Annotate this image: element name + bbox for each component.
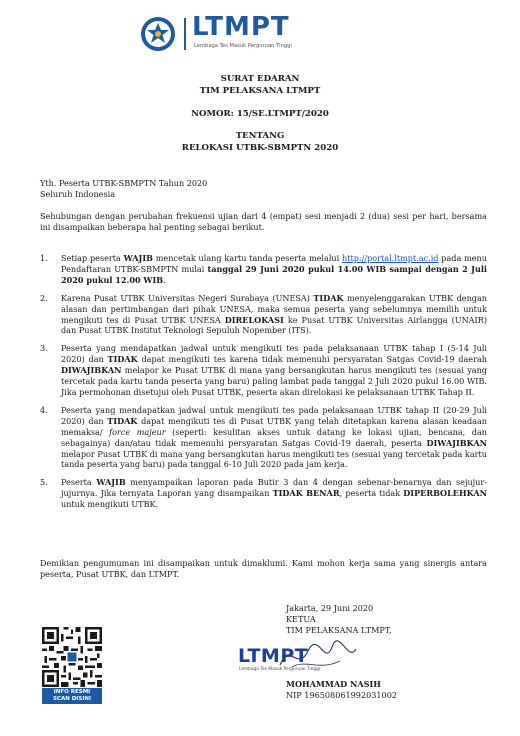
stamp-text: LTMPT bbox=[238, 645, 309, 667]
list-item: 4. Peserta yang mendapatkan jadwal untuk mengikuti tes pada pelaksanaan UTBK tahap II (20-29 Juli 2020) dan TIDAK dapat mengikuti tes di Pusat UTBK yang telah ditetapkan karena alasan keadaan memaksa/ force majeur (seperti: kesulitan akses untuk datang ke lokasi ujian, bencana, dan sebagainya) dan/atau tidak memenuhi persyaratan Satgas Covid-19 daerah, peserta DIWAJIBKAN melapor Pusat UTBK di mana yang bersangkutan harus mengikuti tes (sesuai yang tercetak pada kartu tanda peserta yang baru) pada tanggal 6-10 Juli 2020 pada jam kerja. bbox=[40, 404, 487, 470]
signer-org: TIM PELAKSANA LTMPT, bbox=[286, 625, 392, 635]
signer-name: MOHAMMAD NASIH bbox=[286, 679, 381, 689]
signer-role: KETUA bbox=[286, 614, 316, 624]
portal-link[interactable]: http://portal.ltmpt.ac.id bbox=[342, 253, 439, 263]
qr-label: INFO RESMI SCAN DISINI bbox=[42, 688, 102, 704]
ltmpt-logo bbox=[140, 14, 340, 60]
letter-issuer: TIM PELAKSANA LTMPT bbox=[199, 86, 321, 96]
letter-about: TENTANG bbox=[235, 131, 285, 141]
logo-divider bbox=[184, 18, 186, 50]
recipient-line: Yth. Peserta UTBK-SBMPTN Tahun 2020 bbox=[40, 178, 208, 188]
tut-wuri-handayani-emblem-icon bbox=[140, 16, 176, 52]
list-item: 3. Peserta yang mendapatkan jadwal untuk mengikuti tes pada pelaksanaan UTBK tahap I (5-14 Juli 2020) dan TIDAK dapat mengikuti tes karena tidak memenuhi persyaratan Satgas Covid-19 daerah DIWAJIBKAN melapor ke Pusat UTBK di mana yang bersangkutan harus mengikuti tes (sesuai yang tercetak pada kartu tanda peserta yang baru) paling lambat pada tanggal 2 Juli 2020 pukul 16.00 WIB. Jika permohonan disetujui oleh Pusat UTBK, peserta akan direlokasi ke pelaksanaan UTBK Tahap II. bbox=[40, 343, 488, 397]
stamp-subtitle: Lembaga Tes Masuk Perguruan Tinggi bbox=[239, 667, 321, 672]
logo-subtitle: Lembaga Tes Masuk Perguruan Tinggi bbox=[194, 43, 292, 49]
closing-paragraph: Demikian pengumuman ini disampaikan untuk dimaklumi. Kami mohon kerja sama yang sinergis antara peserta, Pusat UTBK, dan LTMPT. bbox=[40, 558, 487, 579]
list-item: 2. Karena Pusat UTBK Universitas Negeri Surabaya (UNESA) TIDAK menyelenggarakan UTBK dengan alasan dan pertimbangan dari pihak UNESA, maka semua peserta yang sebelumnya memilih untuk mengikuti tes di Pusat UTBK UNESA DIRELOKASI ke Pusat UTBK Universitas Airlangga (UNAIR) dan Pusat UTBK Institut Teknologi Sepuluh Nopember (ITS). bbox=[40, 292, 487, 336]
signer-nip: NIP 196508061992031002 bbox=[286, 690, 397, 700]
list-item: 1. Setiap peserta WAJIB mencetak ulang kartu tanda peserta melalui http://portal.ltmpt.ac.id pada menu Pendaftaran UTBK-SBMPTN mulai tanggal 29 Juni 2020 pukul 14.00 WIB sampai dengan 2 Juli 2020 pukul 12.00 WIB. bbox=[40, 253, 488, 285]
letter-number: NOMOR: 15/SE.LTMPT/2020 bbox=[191, 109, 329, 119]
letter-subject: RELOKASI UTBK-SBMPTN 2020 bbox=[181, 143, 339, 153]
place-date: Jakarta, 29 Juni 2020 bbox=[286, 603, 374, 613]
qr-code-icon[interactable] bbox=[42, 627, 102, 687]
recipient-region: Seluruh Indonesia bbox=[40, 189, 116, 199]
list-item: 5. Peserta WAJIB menyampaikan laporan pada Butir 3 dan 4 dengan sebenar-benarnya dan sejujur-jujurnya. Jika ternyata Laporan yang disampaikan TIDAK BENAR, peserta tidak DIPERBOLEHKAN untuk mengikuti UTBK. bbox=[40, 477, 488, 510]
intro-paragraph: Sehubungan dengan perubahan frekuensi ujian dari 4 (empat) sesi menjadi 2 (dua) sesi per hari, bersama ini disampaikan beberapa hal penting sebagai berikut. bbox=[40, 211, 487, 232]
points-list bbox=[40, 253, 487, 517]
logo-text: LTMPT bbox=[192, 12, 290, 42]
signature-block bbox=[286, 603, 506, 636]
ltmpt-stamp-logo bbox=[238, 645, 358, 677]
letter-type: SURAT EDARAN bbox=[220, 74, 300, 84]
